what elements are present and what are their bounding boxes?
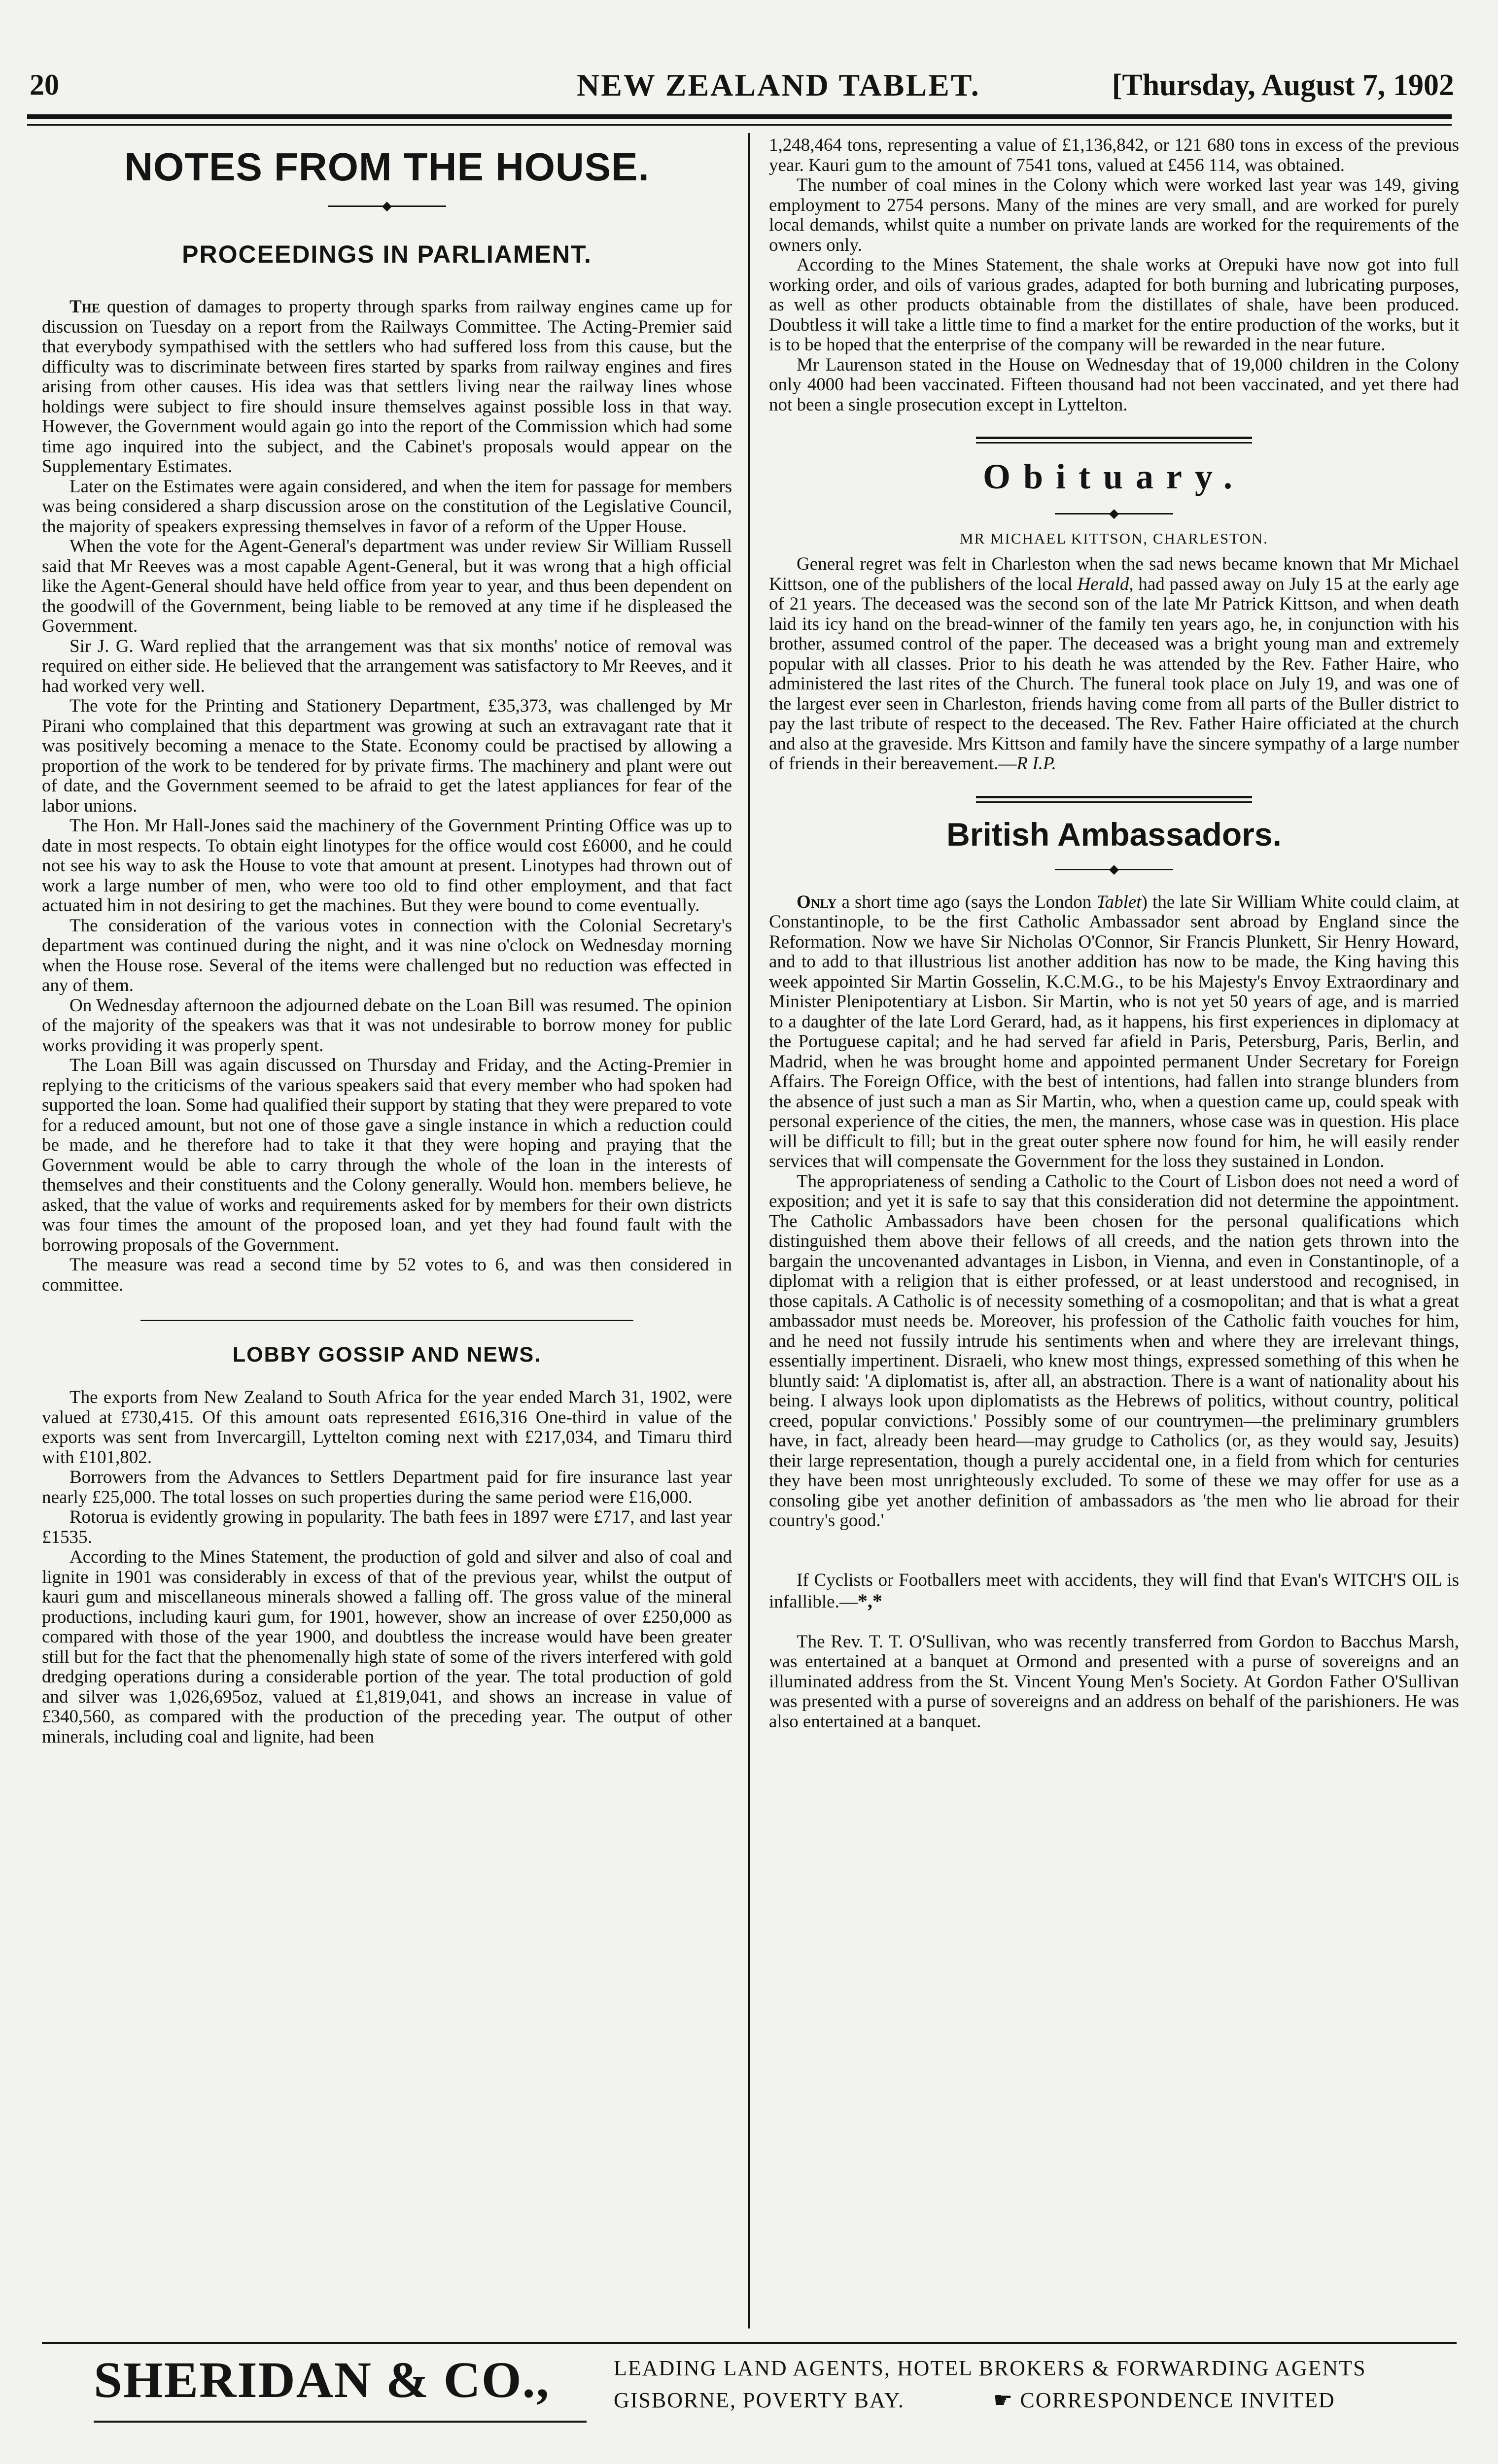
article-paragraph: When the vote for the Agent-General's department was under review Sir William Russell said that Mr Reeves was a most capable Agent-General, but it was wrong that a high official like the Agent-General should have held office from year to year, and thus been dependent on the goodwill of the Government, being liable to be removed at any time if he displeased the Government. (42, 536, 732, 636)
ornament-rule (328, 199, 446, 213)
article-paragraph: The appropriateness of sending a Catholic to the Court of Lisbon does not need a word of exposition; and yet it is safe to say that this consideration did not determine the appointment. The Catholic Ambassadors have been chosen for the personal qualifications which distinguished them above their fellows of all creeds, and the nation gets thrown into the bargain the uncovenanted advantages in Lisbon, in Vienna, and even in Constantinople, of a diplomat with a religion that is either professed, or at least understood and recognised, in those capitals. A Catholic is of necessity something of a cosmopolitan; and that is what a great ambassador must needs be. Moreover, his profession of the Catholic faith vouches for him, and he need not fussily intrude his sentiments when and where they are irrelevant things, essentially impertinent. Disraeli, who knew most things, expressed something of this when he bluntly said: 'A diplomatist is, after all, an abstraction. There is a want of nationality about his being. I always look upon diplomatists as the Hebrews of politics, without country, political creed, popular convictions.' Possibly some of our countrymen—the preliminary grumblers have, in fact, already been heard—may grudge to Catholics (or, as they would say, Jesuits) their large representation, though a purely accidental one, in a field from which for centuries they have been most unrighteously excluded. To some of these we may offer for use as a consoling gibe yet another definition of ambassadors as 'the men who lie abroad for their country's good.' (769, 1171, 1459, 1531)
advertiser-invitation: ☛ CORRESPONDENCE INVITED (993, 2388, 1335, 2412)
article-paragraph: Mr Laurenson stated in the House on Wednesday that of 19,000 children in the Colony only 4000 had been vaccinated. Fifteen thousand had not been vaccinated, and yet there had not been a single prosecution except in Lyttelton. (769, 354, 1459, 415)
article-paragraph: The number of coal mines in the Colony which were worked last year was 149, giving employment to 2754 persons. Many of the mines are very small, and are worked for purely local demands, whilst quite a number on private lands are worked for the requirements of the owners only. (769, 175, 1459, 255)
proceedings-heading: PROCEEDINGS IN PARLIAMENT. (182, 240, 592, 268)
masthead-rule (27, 114, 1452, 119)
advertiser-name: SHERIDAN & CO., (94, 2352, 550, 2408)
section-rule (976, 437, 1252, 444)
article-paragraph: The exports from New Zealand to South Africa for the year ended March 31, 1902, were valued at £730,415. Of this amount oats represented £616,316 One-third in value of the exports was sent from Invercargill, Lyttelton coming next with £217,034, and Timaru third with £101,802. (42, 1387, 732, 1468)
article-paragraph: The Loan Bill was again discussed on Thursday and Friday, and the Acting-Premier in replying to the criticisms of the various speakers said that every member who had spoken had supported the loan. Some had qualified their support by stating that they were prepared to vote for a reduced amount, but not one of those gave a single instance in which a reduction could be made, and he therefore had to take it that they were hoping and praying that the Government would be able to carry through the whole of the loan in the interests of themselves and their constituents and the Colony generally. Would hon. members believe, he asked, that the value of works and requirements asked for by members for their own districts was four times the amount of the proposed loan, and yet they had found fault with the borrowing proposals of the Government. (42, 1055, 732, 1255)
article-paragraph: On Wednesday afternoon the adjourned debate on the Loan Bill was resumed. The opinion of the majority of the speakers was that it was not undesirable to borrow money for public works providing it was properly spent. (42, 995, 732, 1056)
article-paragraph: According to the Mines Statement, the shale works at Orepuki have now got into full working order, and oils of various grades, adapted for both burning and lubricating purposes, as well as other products obtainable from the distillates of shale, have been produced. Doubtless it will take a little time to find a market for the entire production of the works, but it is to be hoped that the enterprise of the company will be rewarded in the near future. (769, 255, 1459, 355)
issue-date: [Thursday, August 7, 1902 (1112, 68, 1454, 102)
lobby-gossip-heading: LOBBY GOSSIP AND NEWS. (232, 1343, 542, 1367)
notes-from-the-house-headline: NOTES FROM THE HOUSE. (124, 145, 650, 189)
diamond-icon: ◆ (1109, 861, 1119, 876)
article-paragraph: The consideration of the various votes in connection with the Colonial Secretary's department was continued during the night, and it was nine o'clock on Wednesday morning when the House rose. Several of the items were challenged but no reduction was effected in any of them. (42, 915, 732, 995)
footer-rule (42, 2342, 1457, 2344)
article-paragraph: Later on the Estimates were again considered, and when the item for passage for members was being considered a sharp discussion arose on the constitution of the Legislative Council, the majority of speakers expressing themselves in favor of a reform of the Upper House. (42, 476, 732, 537)
pointing-hand-icon: ☛ (993, 2388, 1014, 2412)
article-paragraph: Rotorua is evidently growing in popularity. The bath fees in 1897 were £717, and last year £1535. (42, 1507, 732, 1547)
obituary-paragraph: General regret was felt in Charleston when the sad news became known that Mr Michael Kittson, one of the publishers of the local Herald, had passed away on July 15 at the early age of 21 years. The deceased was the second son of the late Mr Patrick Kittson, and when death laid its icy hand on the bread-winner of the family ten years ago, he, in conjunction with his brother, assumed control of the paper. The deceased was a bright young man and extremely popular with all classes. Prior to his death he was attended by the Rev. Father Haire, who administered the last rites of the Church. The funeral took place on July 19, and was one of the largest ever seen in Charleston, friends having come from all parts of the Buller district to pay the last tribute of respect to the deceased. The Rev. Father Haire officiated at the church and also at the graveside. Mrs Kittson and family have the sincere sympathy of a large number of friends in their bereavement.—R I.P. (769, 554, 1459, 774)
osullivan-notice: The Rev. T. T. O'Sullivan, who was recently transferred from Gordon to Bacchus Marsh, was entertained at a banquet at Ormond and presented with a purse of sovereigns and an illuminated address from the St. Vincent Young Men's Society. At Gordon Father O'Sullivan was presented with a purse of sovereigns and an address on behalf of the parishioners. He was also entertained at a banquet. (769, 1631, 1459, 1732)
article-paragraph: The Hon. Mr Hall-Jones said the machinery of the Government Printing Office was up to date in most respects. To obtain eight linotypes for the office would cost £6000, and he could not see his way to ask the House to vote that amount at present. Linotypes had thrown out of work a large number of men, who were too old to find other employment, and that fact actuated him in not desiring to get the machines. But they were bound to come eventually. (42, 816, 732, 916)
advertiser-services: LEADING LAND AGENTS, HOTEL BROKERS & FORWARDING AGENTS (614, 2356, 1366, 2380)
section-rule (140, 1320, 633, 1321)
article-paragraph: Sir J. G. Ward replied that the arrangement was that six months' notice of removal was required on either side. He believed that the arrangement was satisfactory to Mr Reeves, and it had worked very well. (42, 636, 732, 696)
article-paragraph: The vote for the Printing and Stationery Department, £35,373, was challenged by Mr Pirani who complained that this department was growing at such an extravagant rate that it was positively becoming a menace to the State. Economy could be practised by allowing a proportion of the work to be tendered for by private firms. The machinery and plant were out of date, and the Government seemed to be afraid to get the latest appliances for fear of the labor unions. (42, 696, 732, 816)
article-paragraph: Only a short time ago (says the London Tablet) the late Sir William White could claim, at Constantinople, to be the first Catholic Ambassador sent abroad by England since the Reformation. Now we have Sir Nicholas O'Connor, Sir Francis Plunkett, Sir Henry Howard, and to add to that illustrious list another addition has now to be made, the King having this week appointed Sir Martin Gosselin, K.C.M.G., to be his Majesty's Envoy Extraordinary and Minister Plenipotentiary at Lisbon. Sir Martin, who is not yet 50 years of age, and is married to a daughter of the late Lord Gerard, had, as it happens, his first experiences in diplomacy at the Portuguese capital; and he had served far afield in Paris, Petersburg, Paris, Berlin, and Madrid, when he was brought home and appointed permanent Under Secretary for Foreign Affairs. The Foreign Office, with the best of intentions, had fallen into strange blunders from the absence of just such a man as Sir Martin, who, when a question came up, could speak with personal experience of the cities, the men, the manners, whose case was in question. His place will be difficult to fill; but in the great outer sphere now found for him, he will easily render services that will compensate the Government for the loss they sustained in London. (769, 891, 1459, 1171)
diamond-icon: ◆ (382, 199, 392, 213)
right-column (769, 136, 1459, 2324)
article-paragraph: 1,248,464 tons, representing a value of £1,136,842, or 121 680 tons in excess of the previous year. Kauri gum to the amount of 7541 tons, valued at £456 114, was obtained. (769, 136, 1459, 175)
british-ambassadors-headline: British Ambassadors. (946, 816, 1282, 853)
page-number: 20 (30, 68, 59, 101)
witch-oil-notice: If Cyclists or Footballers meet with accidents, they will find that Evan's WITCH'S OIL is infallible.—*,* (769, 1570, 1459, 1612)
obituary-headline: Obituary. (982, 457, 1246, 496)
advertiser-location: GISBORNE, POVERTY BAY. (614, 2388, 905, 2412)
masthead-rule-thin (27, 124, 1452, 126)
asterism-icon: *,* (857, 1590, 882, 1612)
article-paragraph: Borrowers from the Advances to Settlers Department paid for fire insurance last year nearly £25,000. The total losses on such properties during the same period were £16,000. (42, 1467, 732, 1507)
diamond-icon: ◆ (1109, 506, 1119, 520)
article-paragraph: The measure was read a second time by 52 votes to 6, and was then considered in committee. (42, 1255, 732, 1295)
article-paragraph: The question of damages to property through sparks from railway engines came up for discussion on Tuesday on a report from the Railways Committee. The Acting-Premier said that everybody sympathised with the settlers who had suffered loss from this cause, but the difficulty was to discriminate between fires started by sparks from railway engines and fires arising from other causes. His idea was that settlers living near the railway lines whose holdings were subject to fire should insure themselves against possible loss in that way. However, the Government would again go into the report of the Commission which had some time ago inquired into the subject, and the Cabinet's proposals would appear on the Supplementary Estimates. (42, 297, 732, 477)
ornament-rule (1055, 506, 1173, 520)
ornament-rule (1055, 861, 1173, 876)
advertiser-underline (94, 2421, 587, 2423)
column-divider (748, 133, 750, 2328)
masthead (30, 59, 1454, 118)
section-rule (976, 796, 1252, 803)
article-paragraph: According to the Mines Statement, the production of gold and silver and also of coal and lignite in 1901 was considerably in excess of that of the previous year, whilst the output of kauri gum and miscellaneous minerals showed a falling off. The gross value of the mineral productions, including kauri gum, for 1901, however, show an increase of over £250,000 as compared with those of the year 1900, and doubtless the increase would have been greater still but for the fact that the phenomenally high state of some of the rivers interfered with gold dredging operations during a considerable portion of the year. The total production of gold and silver was 1,026,695oz, valued at £1,819,041, and shows an increase in value of £340,560, as compared with the production of the preceding year. The output of other minerals, including coal and lignite, had been (42, 1547, 732, 1747)
obituary-subheading: MR MICHAEL KITTSON, CHARLESTON. (959, 530, 1269, 547)
newspaper-title: NEW ZEALAND TABLET. (577, 68, 980, 103)
left-column (42, 136, 732, 2324)
